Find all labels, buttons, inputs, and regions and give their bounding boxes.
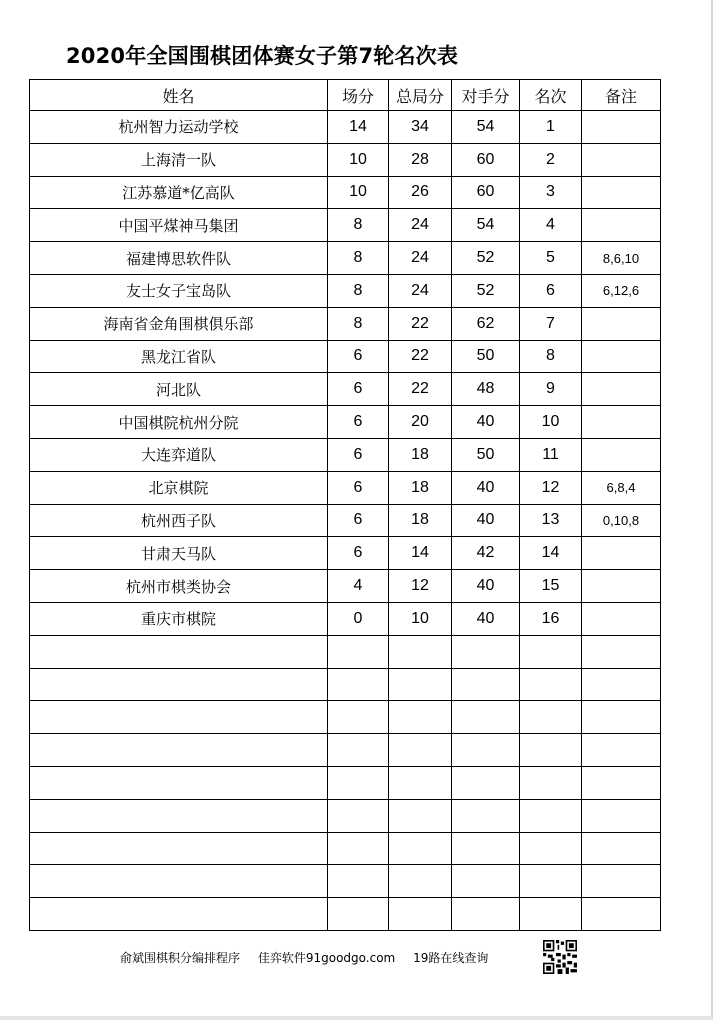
cell-note bbox=[582, 209, 661, 242]
empty-row bbox=[30, 898, 661, 931]
cell-name: 甘肃天马队 bbox=[30, 537, 328, 570]
cell-match-points: 6 bbox=[328, 340, 389, 373]
empty-row bbox=[30, 766, 661, 799]
cell-name: 海南省金角围棋俱乐部 bbox=[30, 307, 328, 340]
cell-name: 上海清一队 bbox=[30, 143, 328, 176]
table-body bbox=[30, 111, 661, 931]
empty-row bbox=[30, 701, 661, 734]
cell-game-points: 24 bbox=[389, 209, 452, 242]
cell-rank: 3 bbox=[520, 176, 582, 209]
cell-rank: 2 bbox=[520, 143, 582, 176]
cell-match-points: 0 bbox=[328, 602, 389, 635]
table-row bbox=[30, 602, 661, 635]
empty-row bbox=[30, 734, 661, 767]
cell-opponent-points: 42 bbox=[452, 537, 520, 570]
footer-vendor: 佳弈软件91goodgo.com bbox=[257, 951, 396, 965]
empty-cell bbox=[582, 668, 661, 701]
cell-game-points: 18 bbox=[389, 504, 452, 537]
header-game-points: 总局分 bbox=[389, 80, 452, 111]
cell-note bbox=[582, 176, 661, 209]
cell-match-points: 10 bbox=[328, 143, 389, 176]
empty-cell bbox=[328, 832, 389, 865]
cell-rank: 8 bbox=[520, 340, 582, 373]
cell-rank: 7 bbox=[520, 307, 582, 340]
empty-cell bbox=[582, 701, 661, 734]
empty-cell bbox=[389, 635, 452, 668]
header-row bbox=[30, 80, 661, 111]
cell-rank: 6 bbox=[520, 274, 582, 307]
cell-match-points: 8 bbox=[328, 209, 389, 242]
empty-cell bbox=[520, 701, 582, 734]
cell-note: 6,8,4 bbox=[582, 471, 661, 504]
cell-note bbox=[582, 307, 661, 340]
empty-cell bbox=[389, 766, 452, 799]
empty-cell bbox=[30, 865, 328, 898]
cell-game-points: 10 bbox=[389, 602, 452, 635]
cell-name: 黑龙江省队 bbox=[30, 340, 328, 373]
table-row bbox=[30, 471, 661, 504]
cell-opponent-points: 40 bbox=[452, 504, 520, 537]
empty-cell bbox=[452, 832, 520, 865]
empty-cell bbox=[452, 734, 520, 767]
cell-name: 江苏慕道*亿高队 bbox=[30, 176, 328, 209]
table-row bbox=[30, 504, 661, 537]
empty-row bbox=[30, 799, 661, 832]
empty-cell bbox=[452, 766, 520, 799]
cell-rank: 15 bbox=[520, 570, 582, 603]
cell-rank: 5 bbox=[520, 242, 582, 275]
cell-opponent-points: 40 bbox=[452, 406, 520, 439]
header-rank: 名次 bbox=[520, 80, 582, 111]
cell-match-points: 8 bbox=[328, 242, 389, 275]
empty-cell bbox=[452, 799, 520, 832]
header-match-points: 场分 bbox=[328, 80, 389, 111]
table-row bbox=[30, 340, 661, 373]
cell-match-points: 6 bbox=[328, 438, 389, 471]
cell-name: 北京棋院 bbox=[30, 471, 328, 504]
empty-row bbox=[30, 865, 661, 898]
cell-match-points: 6 bbox=[328, 504, 389, 537]
cell-name: 福建博思软件队 bbox=[30, 242, 328, 275]
empty-cell bbox=[30, 799, 328, 832]
empty-cell bbox=[30, 635, 328, 668]
footer-query: 19路在线查询 bbox=[413, 951, 489, 965]
empty-cell bbox=[520, 832, 582, 865]
empty-cell bbox=[452, 898, 520, 931]
cell-name: 重庆市棋院 bbox=[30, 602, 328, 635]
empty-cell bbox=[30, 734, 328, 767]
empty-cell bbox=[582, 635, 661, 668]
cell-note bbox=[582, 143, 661, 176]
cell-game-points: 28 bbox=[389, 143, 452, 176]
cell-match-points: 6 bbox=[328, 471, 389, 504]
table-row bbox=[30, 209, 661, 242]
cell-note bbox=[582, 438, 661, 471]
table-row bbox=[30, 143, 661, 176]
footer-program: 俞斌围棋积分编排程序 bbox=[120, 951, 241, 965]
empty-cell bbox=[582, 734, 661, 767]
cell-match-points: 10 bbox=[328, 176, 389, 209]
cell-note bbox=[582, 602, 661, 635]
cell-game-points: 18 bbox=[389, 471, 452, 504]
table-row bbox=[30, 406, 661, 439]
empty-cell bbox=[452, 635, 520, 668]
header-name: 姓名 bbox=[30, 80, 328, 111]
cell-rank: 14 bbox=[520, 537, 582, 570]
cell-note: 8,6,10 bbox=[582, 242, 661, 275]
empty-cell bbox=[452, 701, 520, 734]
empty-cell bbox=[452, 668, 520, 701]
cell-game-points: 26 bbox=[389, 176, 452, 209]
table-row bbox=[30, 176, 661, 209]
empty-cell bbox=[389, 701, 452, 734]
cell-name: 杭州智力运动学校 bbox=[30, 111, 328, 144]
cell-note bbox=[582, 570, 661, 603]
empty-cell bbox=[389, 668, 452, 701]
cell-game-points: 34 bbox=[389, 111, 452, 144]
empty-cell bbox=[389, 865, 452, 898]
table-row bbox=[30, 307, 661, 340]
empty-cell bbox=[328, 734, 389, 767]
table-row bbox=[30, 373, 661, 406]
cell-name: 友士女子宝岛队 bbox=[30, 274, 328, 307]
empty-cell bbox=[328, 668, 389, 701]
table-row bbox=[30, 537, 661, 570]
cell-opponent-points: 60 bbox=[452, 176, 520, 209]
cell-opponent-points: 60 bbox=[452, 143, 520, 176]
table-row bbox=[30, 274, 661, 307]
empty-cell bbox=[30, 832, 328, 865]
cell-opponent-points: 50 bbox=[452, 340, 520, 373]
empty-row bbox=[30, 832, 661, 865]
empty-cell bbox=[389, 799, 452, 832]
cell-game-points: 22 bbox=[389, 307, 452, 340]
empty-cell bbox=[328, 898, 389, 931]
cell-rank: 10 bbox=[520, 406, 582, 439]
cell-opponent-points: 52 bbox=[452, 274, 520, 307]
cell-note bbox=[582, 373, 661, 406]
cell-name: 大连弈道队 bbox=[30, 438, 328, 471]
empty-cell bbox=[328, 799, 389, 832]
cell-game-points: 14 bbox=[389, 537, 452, 570]
cell-match-points: 14 bbox=[328, 111, 389, 144]
empty-row bbox=[30, 635, 661, 668]
cell-note bbox=[582, 406, 661, 439]
cell-game-points: 12 bbox=[389, 570, 452, 603]
cell-note bbox=[582, 340, 661, 373]
cell-opponent-points: 40 bbox=[452, 570, 520, 603]
cell-rank: 16 bbox=[520, 602, 582, 635]
empty-cell bbox=[389, 734, 452, 767]
cell-match-points: 6 bbox=[328, 537, 389, 570]
cell-game-points: 24 bbox=[389, 274, 452, 307]
cell-rank: 4 bbox=[520, 209, 582, 242]
qr-code-icon bbox=[543, 940, 577, 974]
empty-cell bbox=[520, 734, 582, 767]
cell-opponent-points: 50 bbox=[452, 438, 520, 471]
footer bbox=[120, 949, 502, 966]
cell-name: 杭州市棋类协会 bbox=[30, 570, 328, 603]
empty-cell bbox=[520, 865, 582, 898]
empty-cell bbox=[520, 668, 582, 701]
empty-cell bbox=[30, 766, 328, 799]
empty-cell bbox=[582, 832, 661, 865]
empty-cell bbox=[30, 668, 328, 701]
cell-rank: 9 bbox=[520, 373, 582, 406]
cell-opponent-points: 54 bbox=[452, 209, 520, 242]
empty-cell bbox=[582, 898, 661, 931]
cell-opponent-points: 48 bbox=[452, 373, 520, 406]
cell-match-points: 6 bbox=[328, 373, 389, 406]
empty-cell bbox=[389, 898, 452, 931]
cell-note bbox=[582, 111, 661, 144]
cell-note bbox=[582, 537, 661, 570]
empty-cell bbox=[328, 766, 389, 799]
cell-rank: 1 bbox=[520, 111, 582, 144]
table-row bbox=[30, 570, 661, 603]
empty-cell bbox=[328, 635, 389, 668]
cell-opponent-points: 62 bbox=[452, 307, 520, 340]
empty-cell bbox=[520, 766, 582, 799]
header-opponent-points: 对手分 bbox=[452, 80, 520, 111]
cell-game-points: 22 bbox=[389, 373, 452, 406]
empty-cell bbox=[520, 635, 582, 668]
empty-cell bbox=[452, 865, 520, 898]
empty-row bbox=[30, 668, 661, 701]
table-row bbox=[30, 438, 661, 471]
cell-name: 中国棋院杭州分院 bbox=[30, 406, 328, 439]
cell-name: 河北队 bbox=[30, 373, 328, 406]
empty-cell bbox=[30, 898, 328, 931]
cell-name: 中国平煤神马集团 bbox=[30, 209, 328, 242]
table-row bbox=[30, 111, 661, 144]
header-note: 备注 bbox=[582, 80, 661, 111]
table-row bbox=[30, 242, 661, 275]
cell-game-points: 24 bbox=[389, 242, 452, 275]
empty-cell bbox=[582, 865, 661, 898]
cell-match-points: 8 bbox=[328, 307, 389, 340]
empty-cell bbox=[520, 898, 582, 931]
cell-match-points: 8 bbox=[328, 274, 389, 307]
cell-game-points: 18 bbox=[389, 438, 452, 471]
cell-name: 杭州西子队 bbox=[30, 504, 328, 537]
cell-opponent-points: 40 bbox=[452, 471, 520, 504]
empty-cell bbox=[582, 799, 661, 832]
cell-match-points: 4 bbox=[328, 570, 389, 603]
empty-cell bbox=[582, 766, 661, 799]
page-title: 2020年全国围棋团体赛女子第7轮名次表 bbox=[66, 44, 459, 68]
cell-rank: 12 bbox=[520, 471, 582, 504]
empty-cell bbox=[389, 832, 452, 865]
cell-rank: 11 bbox=[520, 438, 582, 471]
cell-match-points: 6 bbox=[328, 406, 389, 439]
cell-note: 0,10,8 bbox=[582, 504, 661, 537]
cell-game-points: 22 bbox=[389, 340, 452, 373]
empty-cell bbox=[328, 701, 389, 734]
cell-opponent-points: 54 bbox=[452, 111, 520, 144]
standings-table bbox=[29, 79, 661, 931]
cell-opponent-points: 52 bbox=[452, 242, 520, 275]
empty-cell bbox=[520, 799, 582, 832]
empty-cell bbox=[30, 701, 328, 734]
cell-opponent-points: 40 bbox=[452, 602, 520, 635]
cell-note: 6,12,6 bbox=[582, 274, 661, 307]
cell-rank: 13 bbox=[520, 504, 582, 537]
cell-game-points: 20 bbox=[389, 406, 452, 439]
empty-cell bbox=[328, 865, 389, 898]
